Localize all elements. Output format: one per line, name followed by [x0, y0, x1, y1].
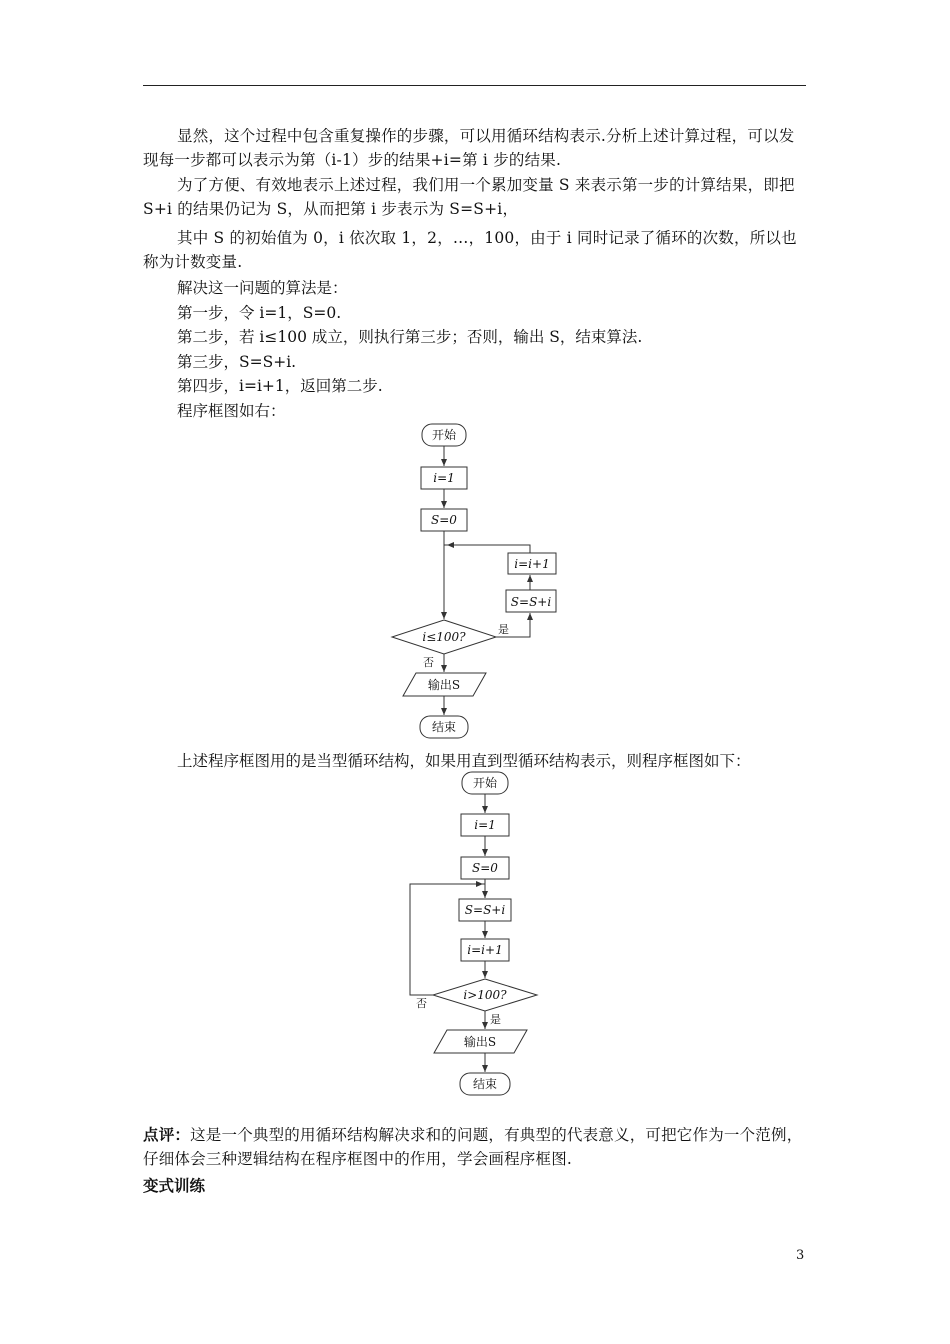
increment-label: i=i+1: [467, 943, 503, 957]
page-number: 3: [796, 1248, 805, 1263]
init-i-label: i=1: [433, 471, 455, 485]
until-loop-flowchart: [400, 768, 550, 1098]
init-s-label: S=0: [472, 861, 498, 875]
start-label: 开始: [472, 776, 498, 790]
condition-label: i≤100?: [422, 630, 466, 644]
accumulate-label: S=S+i: [464, 903, 506, 917]
algorithm-step-1: 第一步，令 i=1，S=0.: [177, 304, 342, 322]
header-rule: [143, 85, 806, 86]
section-heading: 变式训练: [143, 1176, 206, 1195]
condition-label: i>100?: [463, 988, 507, 1002]
end-label: 结束: [472, 1077, 498, 1091]
paragraph-accumulator: 为了方便、有效地表示上述过程，我们用一个累加变量 S 来表示第一步的计算结果，即把 S+i 的结果仍记为 S，从而把第 i 步表示为 S=S+i，: [143, 176, 795, 218]
comment-paragraph: [143, 1123, 809, 1171]
yes-label: 是: [490, 1013, 501, 1026]
paragraph-analysis: 显然，这个过程中包含重复操作的步骤，可以用循环结构表示.分析上述计算过程，可以发现每一步都可以表示为第（i-1）步的结果+i=第 i 步的结果.: [143, 127, 795, 169]
comment-text: 这是一个典型的用循环结构解决求和的问题，有典型的代表意义，可把它作为一个范例，仔细体会三种逻辑结构在程序框图中的作用，学会画程序框图.: [143, 1126, 803, 1168]
output-label: 输出S: [463, 1035, 497, 1049]
increment-label: i=i+1: [514, 557, 550, 571]
no-label: 否: [423, 656, 434, 669]
while-loop-flowchart: [385, 420, 565, 745]
end-label: 结束: [431, 720, 457, 734]
algorithm-step-4: 第四步，i=i+1，返回第二步.: [177, 377, 383, 395]
init-s-label: S=0: [431, 513, 457, 527]
flowchart-intro: 程序框图如右：: [177, 402, 286, 420]
paragraph-counter: 其中 S 的初始值为 0，i 依次取 1，2，…，100，由于 i 同时记录了循环的次数，所以也称为计数变量.: [143, 229, 797, 271]
start-label: 开始: [431, 428, 457, 442]
yes-label: 是: [498, 623, 509, 636]
output-label: 输出S: [427, 678, 461, 692]
algorithm-step-3: 第三步，S=S+i.: [177, 353, 297, 371]
until-loop-intro: 上述程序框图用的是当型循环结构，如果用直到型循环结构表示，则程序框图如下：: [177, 752, 751, 770]
comment-label: 点评：: [143, 1125, 191, 1144]
no-label: 否: [416, 997, 427, 1010]
loop-back-line: [444, 545, 530, 553]
init-i-label: i=1: [474, 818, 496, 832]
accumulate-label: S=S+i: [510, 595, 552, 609]
algorithm-intro: 解决这一问题的算法是：: [177, 279, 348, 297]
algorithm-step-2: 第二步，若 i≤100 成立，则执行第三步；否则，输出 S，结束算法.: [177, 328, 643, 346]
